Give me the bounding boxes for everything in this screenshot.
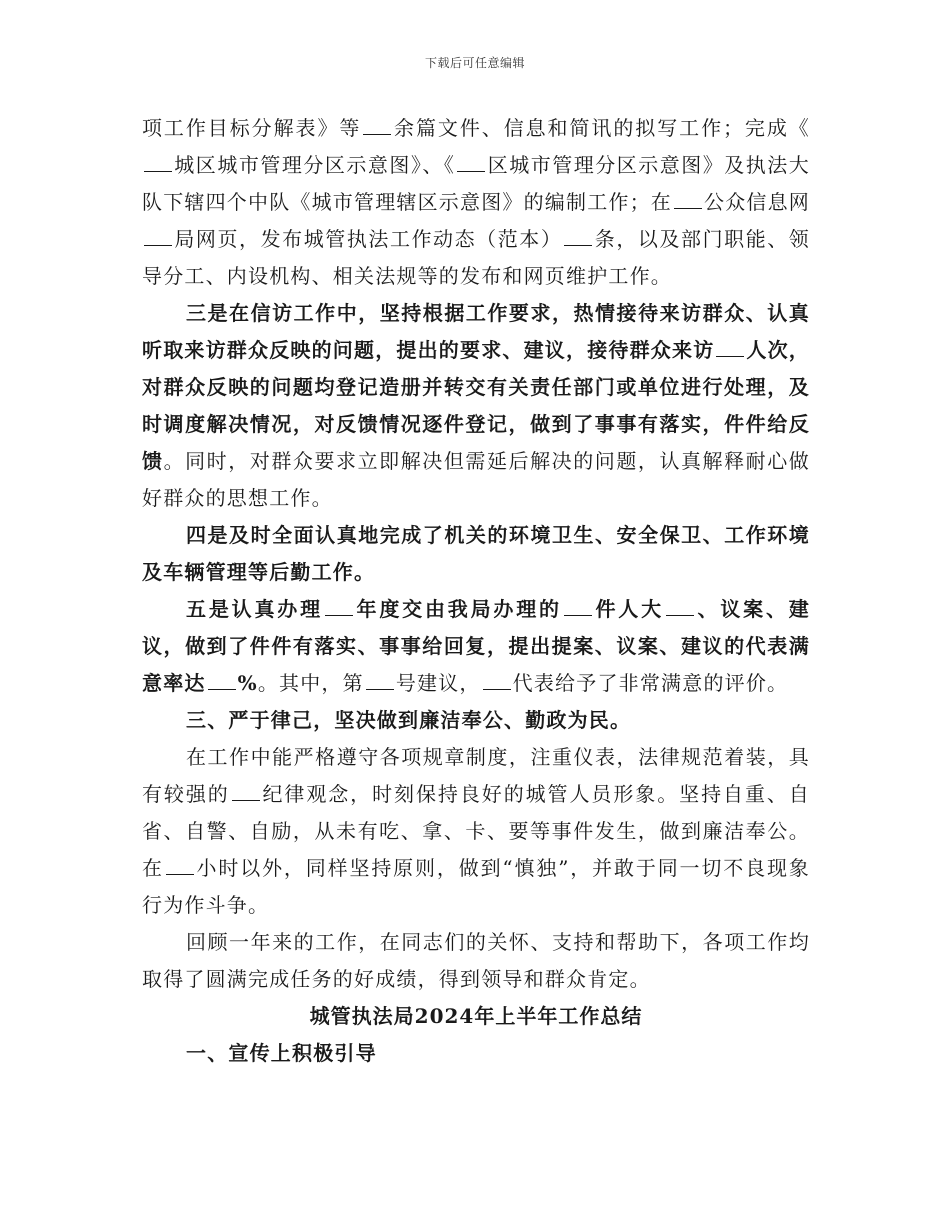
paragraph-logistics: 四是及时全面认真地完成了机关的环境卫生、安全保卫、工作环境及车辆管理等后勤工作。: [142, 523, 810, 584]
document-body: [142, 110, 810, 1072]
text-run: 城区城市管理分区示意图》、《: [174, 153, 456, 177]
section-heading-publicity: 一、宣传上积极引导: [186, 1041, 377, 1065]
paragraph-documents: [142, 110, 810, 295]
fill-blank: [457, 153, 485, 172]
document-title: 城管执法局2024年上半年工作总结: [309, 1004, 643, 1028]
bold-text-run: 三是在信访工作中，坚持根据工作要求，热情接待来访群众、认真听取来访群众反映的问题，提出的要求、建议，接待群众来访: [142, 301, 810, 362]
paragraph-proposals: [142, 591, 810, 702]
paragraph-discipline: [142, 739, 810, 924]
bold-text-run: 年度交由我局办理的: [354, 597, 562, 621]
text-run: 余篇文件、信息和简讯的拟写工作；完成《: [393, 116, 810, 140]
text-run: 代表给予了非常满意的评价。: [512, 671, 789, 695]
fill-blank: [564, 227, 592, 246]
fill-blank: [674, 190, 702, 209]
bold-text-run: 人次，对群众反映的问题均登记造册并转交有关责任部门或单位进行处理，及时调度解决情况，对反馈情况逐件登记，做到了事事有落实，件件给反馈: [142, 338, 811, 473]
text-run: 区城市管理分区示意图》及执法大队下辖四个中队《城市管理辖区示意图》的编制工作；在: [142, 153, 810, 214]
text-run: 条，以及部门职能、领导分工、内设机构、相关法规等的发布和网页维护工作。: [142, 227, 811, 288]
fill-blank: [325, 597, 353, 616]
fill-blank: [564, 597, 592, 616]
paragraph-review: 回顾一年来的工作，在同志们的关怀、支持和帮助下，各项工作均取得了圆满完成任务的好成绩，得到领导和群众肯定。: [142, 930, 810, 991]
bold-text-run: 、议案、建议，做到了件件有落实、事事给回复，提出提案、议案、建议的代表满意率达: [142, 597, 810, 695]
bold-text-run: 五是认真办理: [186, 597, 323, 621]
text-run: 项工作目标分解表》等: [142, 116, 362, 140]
fill-blank: [144, 227, 172, 246]
text-run: 。其中，第: [257, 671, 364, 695]
section-heading-integrity: 三、严于律己，坚决做到廉洁奉公、勤政为民。: [186, 708, 632, 732]
fill-blank: [716, 338, 744, 357]
page-header: 下载后可任意编辑: [424, 56, 525, 70]
text-run: 公众信息网: [704, 190, 810, 214]
text-run: 局网页，发布城管执法工作动态（范本）: [174, 227, 563, 251]
fill-blank: [363, 116, 391, 135]
fill-blank: [666, 597, 694, 616]
fill-blank: [166, 856, 194, 875]
text-run: 。同时，对群众要求立即解决但需延后解决的问题，认真解释耐心做好群众的思想工作。: [142, 449, 810, 510]
text-run: 号建议，: [395, 671, 481, 695]
fill-blank: [144, 153, 172, 172]
fill-blank: [232, 782, 260, 801]
fill-blank: [366, 671, 394, 690]
text-run: 纪律观念，时刻保持良好的城管人员形象。坚持自重、自省、自警、自励，从未有吃、拿、卡、要等事件发生，做到廉洁奉公。在: [142, 782, 810, 880]
paragraph-petitions: [142, 295, 810, 517]
text-run: 在工作中能严格遵守各项规章制度，注重仪表，法律规范着装，具有较强的: [142, 745, 810, 806]
fill-blank: [483, 671, 511, 690]
bold-text-run: %: [237, 671, 258, 695]
text-run: 小时以外，同样坚持原则，做到“慎独”，并敢于同一切不良现象行为作斗争。: [142, 856, 811, 917]
bold-text-run: 件人大: [593, 597, 664, 621]
fill-blank: [208, 671, 236, 690]
